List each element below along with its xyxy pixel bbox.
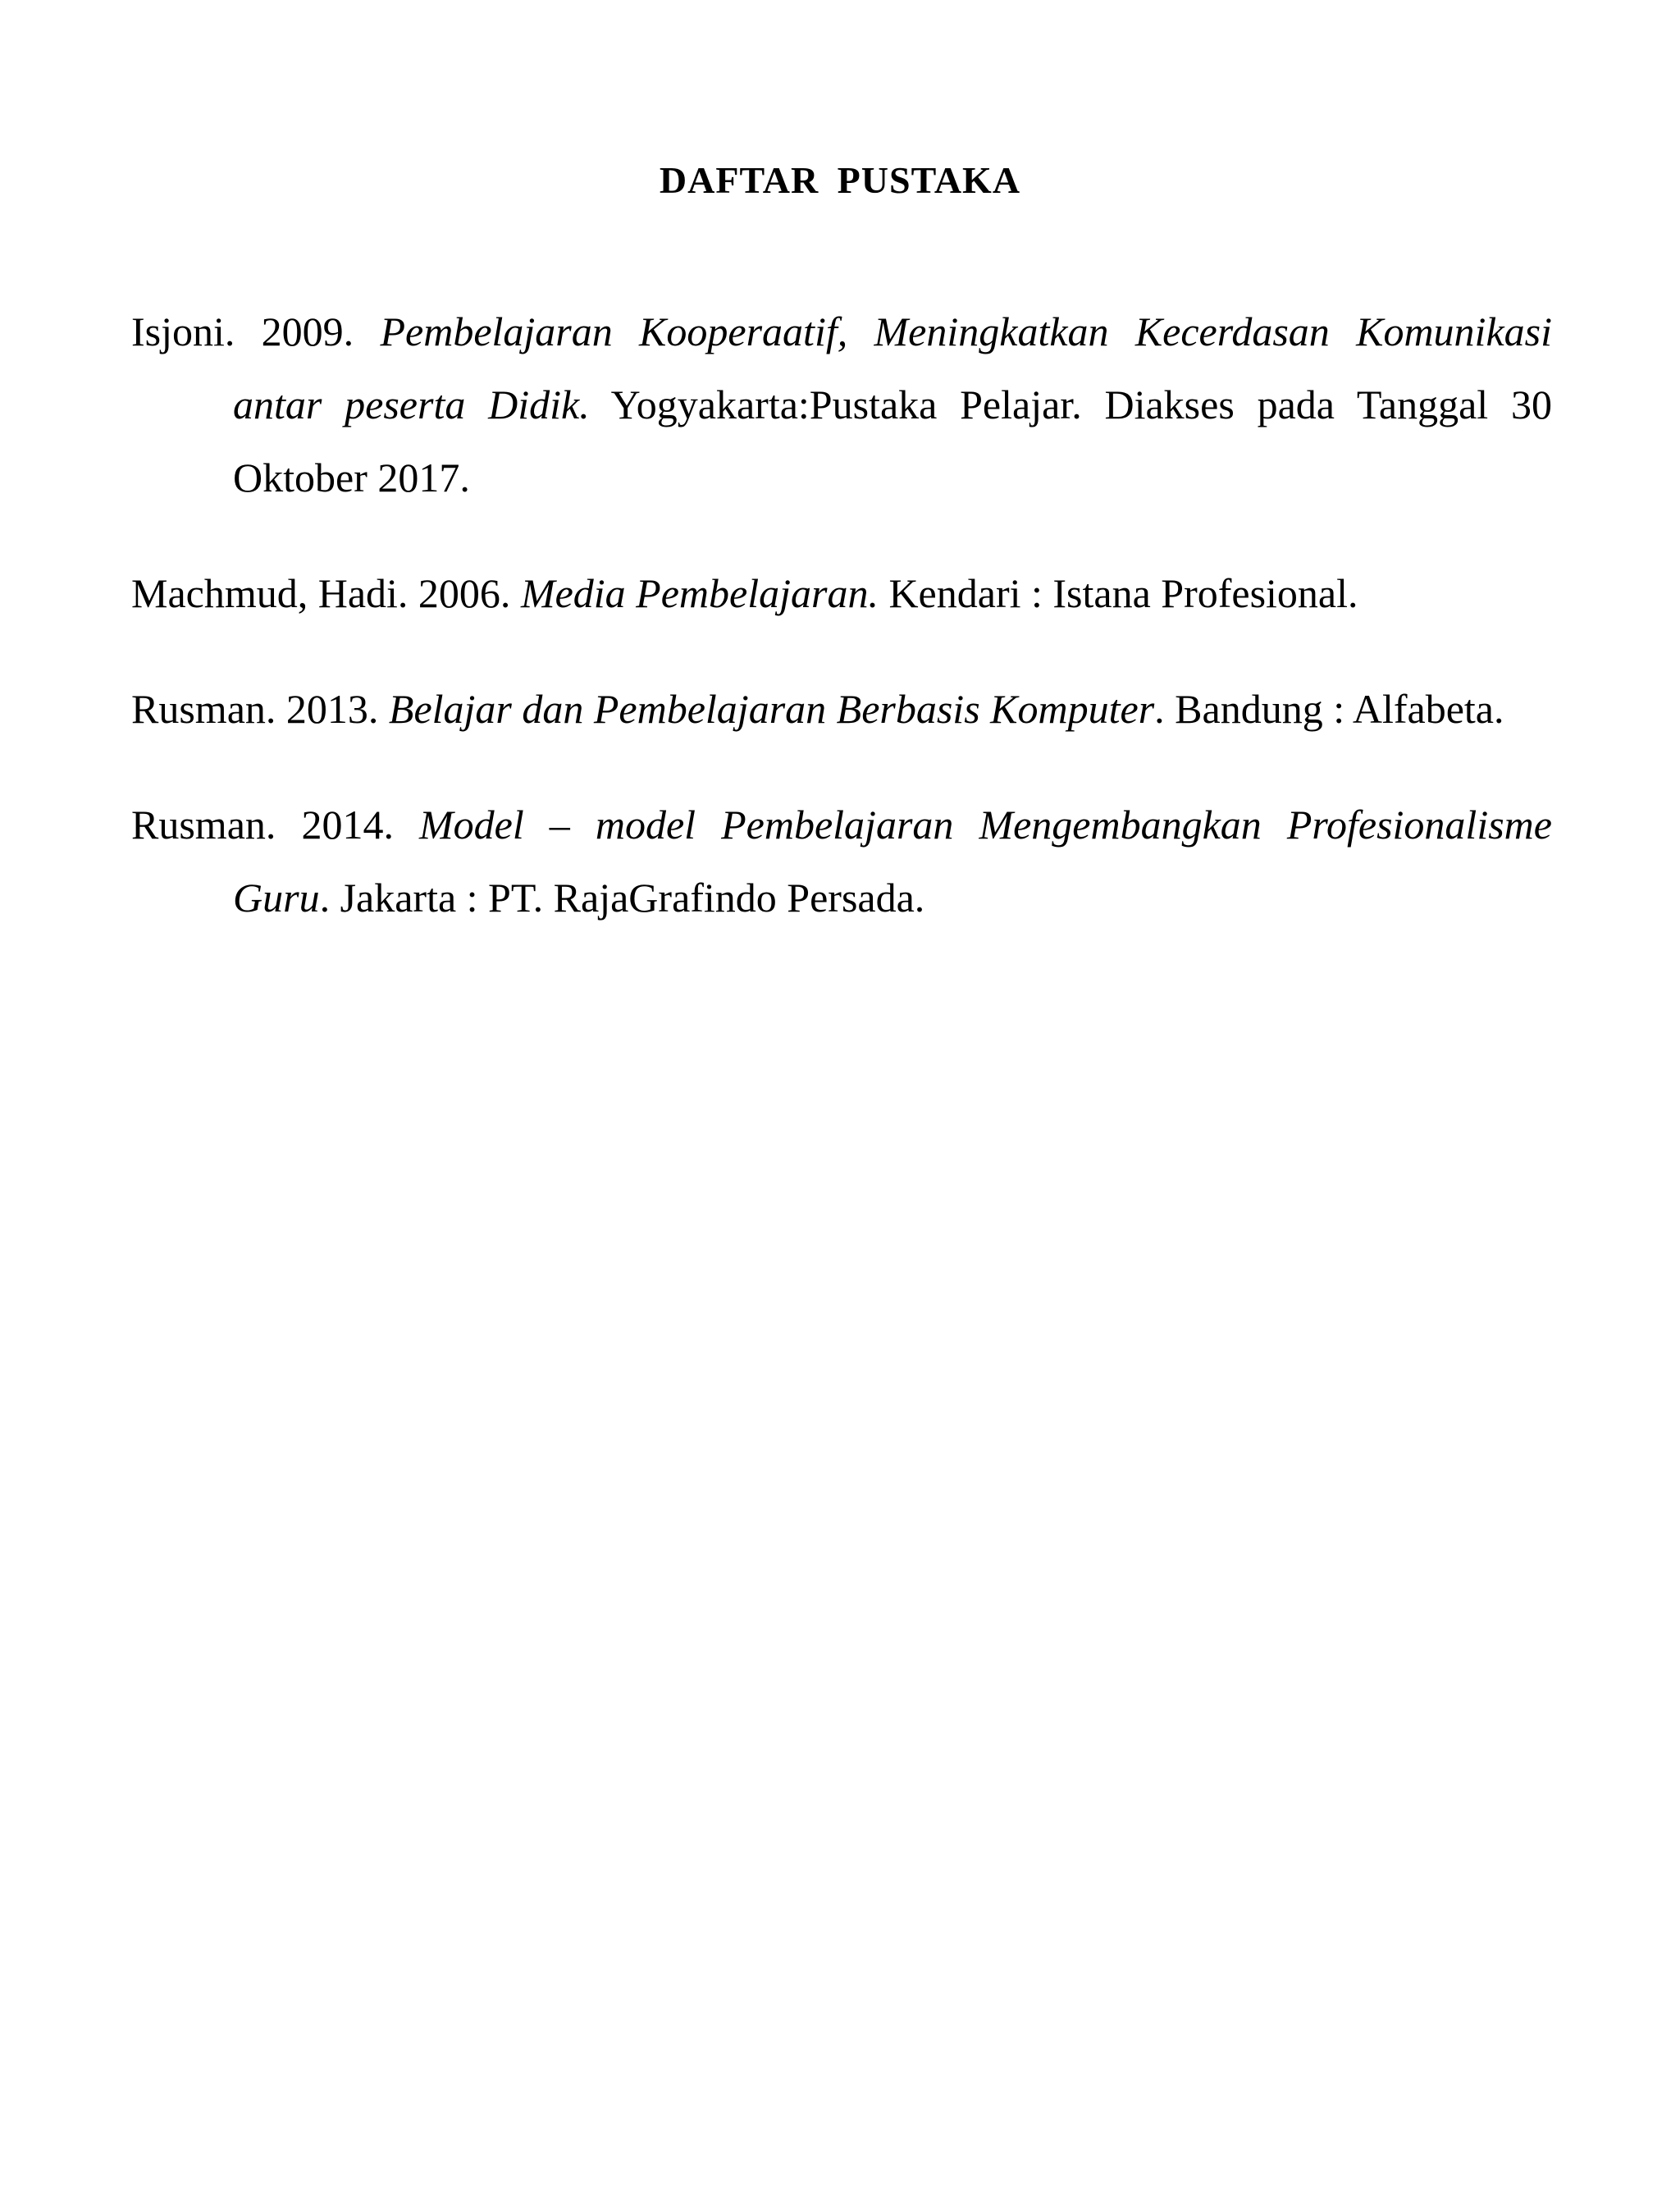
reference-entry-rusman-2014 [131,788,1552,935]
reference-entry-machmud [131,557,1552,630]
reference-title: Model – model Pembelajaran Mengembangkan Profesionalisme Guru [233,802,1552,921]
reference-author-year: Rusman. 2014. [131,802,420,848]
reference-publisher: . Bandung : Alfabeta. [1154,686,1504,732]
reference-author-year: Isjoni. 2009. [131,308,381,354]
reference-publisher: Kendari : Istana Profesional. [878,570,1358,616]
reference-author-year: Rusman. 2013. [131,686,389,732]
reference-entry-rusman-2013 [131,673,1552,746]
reference-title: Pembelajaran Kooperaatif, Meningkatkan Kecerdasan Komunikasi antar peserta Didik. [233,308,1552,427]
reference-title: Media Pembelajaran. [520,570,879,616]
reference-author-year: Machmud, Hadi. 2006. [131,570,521,616]
reference-publisher: Yogyakarta:Pustaka Pelajar. Diakses pada Tanggal 30 Oktober 2017. [233,382,1552,500]
reference-publisher: . Jakarta : PT. RajaGrafindo Persada. [319,875,925,921]
page-title: DAFTAR PUSTAKA [659,159,1021,201]
reference-title: Belajar dan Pembelajaran Berbasis Komputer [388,686,1155,732]
reference-list [131,295,1552,977]
reference-entry-isjoni [131,295,1552,514]
